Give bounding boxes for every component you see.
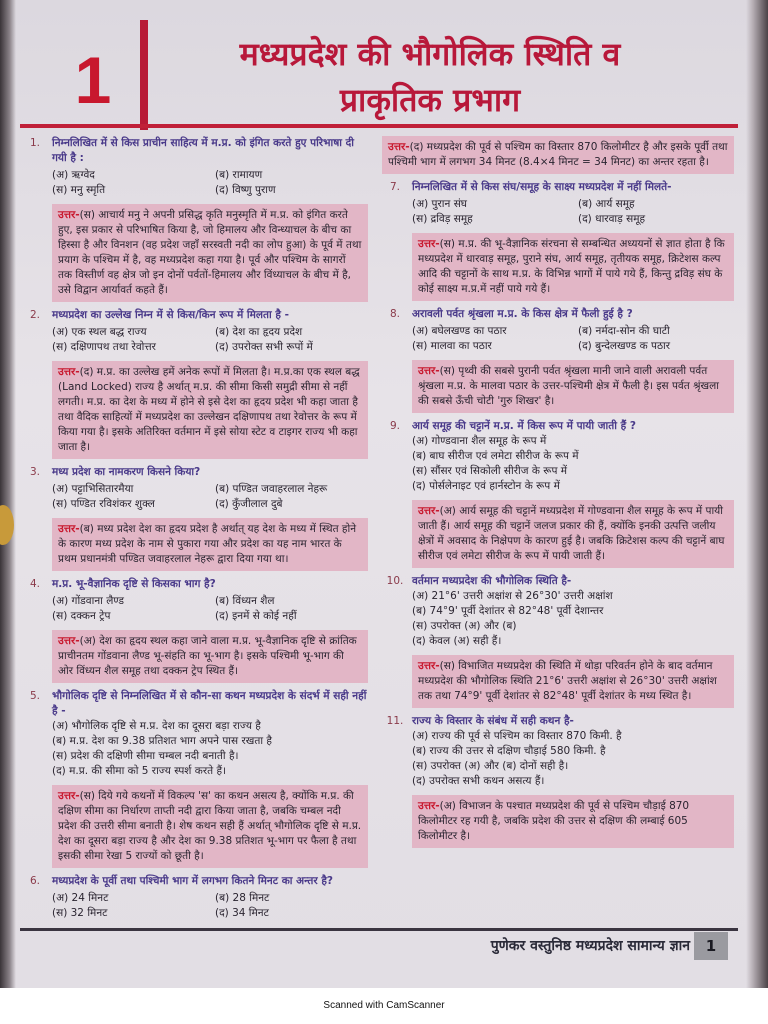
options [52,325,368,355]
question-block [382,307,734,413]
question-number: 3. [29,466,41,478]
option: (स) दक्षिणापथ तथा रेवोत्तर [52,341,156,353]
question-text: आर्य समूह की चट्टानें म.प्र. में किस रूप में पायी जाती हैं ? [412,420,636,432]
question-text: मध्यप्रदेश का उल्लेख निम्न में से किस/किन रूप में मिलता है - [52,309,289,321]
option: (अ) ऋग्वेद [52,169,95,181]
answer-box [52,785,368,868]
question-text: मध्य प्रदेश का नामकरण किसने किया? [52,466,201,478]
question-block [382,419,734,568]
option: (अ) 21°6' उत्तरी अक्षांश से 26°30' उत्तरी अक्षांश [412,590,613,602]
answer-text: (स) म.प्र. की भू-वैज्ञानिक संरचना से सम्बन्धित अध्ययनों से ज्ञात होता है कि मध्यप्रदेश में धारवाड़ समूह, पुराने संघ, आर्य समूह, तृतीयक समूह, क्रिटेशस कल्प आदि की चट्टानों के साथ म.प्र. के विभिन्न भागों में पाये गये हैं, किन्तु द्रविड़ संघ के कोई साक्ष्य म.प्र.में नहीं पाये गये हैं। [418,238,725,295]
option: (स) उपरोक्त (अ) और (ब) दोनों सही है। [412,760,569,772]
option: (स) मनु स्मृति [52,184,106,196]
title-rule [20,124,738,128]
answer-box [412,233,734,301]
option: (स) द्रविड़ समूह [412,213,473,225]
question-block [382,714,734,848]
options [412,729,734,789]
chapter-number: 1 [74,43,112,117]
question-number: 11. [386,715,404,727]
chapter-title-line1: मध्यप्रदेश की भौगोलिक स्थिति व [239,35,621,73]
option: (अ) 24 मिनट [52,892,109,904]
option: (स) दक्कन ट्रेप [52,610,111,622]
answer-text: (स) विभाजित मध्यप्रदेश की स्थिति में थोड़ा परिवर्तन होने के बाद वर्तमान मध्यप्रदेश की भौगोलिक स्थिति 21°6' उत्तरी अक्षांश से 26°30' उत्तरी अक्षांश तक तथा 74°9' पूर्वी देशांतर से 82°48' पूर्वी देशांतर के मध्य स्थित है। [418,660,717,702]
option: (स) पण्डित रविशंकर शुक्ल [52,498,155,510]
option: (द) धारवाड़ समूह [578,213,646,225]
answer-label: उत्तर- [388,141,410,153]
options [52,891,368,921]
right-column [382,130,734,848]
option: (अ) भौगोलिक दृष्टि से म.प्र. देश का दूसरा बड़ा राज्य है [52,720,261,732]
question-block [22,308,368,459]
option: (द) म.प्र. की सीमा को 5 राज्य स्पर्श करते हैं। [52,765,226,777]
option: (ब) बाघ सीरीज एवं लमेटा सीरीज के रूप में [412,450,579,462]
answer-text: (द) मध्यप्रदेश की पूर्व से पश्चिम का विस्तार 870 किलोमीटर है और इसके पूर्वी तथा पश्चिमी भाग में लगभग 34 मिनट (8.4×4 मिनट = 34 मिनट) का अन्तर रहता है। [388,141,728,168]
answer-text: (स) आचार्य मनु ने अपनी प्रसिद्ध कृति मनुस्मृति में म.प्र. को इंगित करते हुए, इस प्रकार से परिभाषित किया है, जो हिमालय और विन्ध्याचल के बीच का हिस्सा है और विनशन (वह प्रदेश जहाँ सरस्वती नदी का लोप हुआ) के पूर्व में तथा प्रयाग के पश्चिम में है, वह मध्यप्रदेश कहा गया है। पूर्व और पश्चिम के सागरों तक विस्तीर्ण वह क्षेत्र जो इन दोनों पर्वतों-हिमालय और विंध्याचल के बीच में है, उसे विद्वान आर्यावर्त कहते हैं। [58,209,362,296]
option: (ब) आर्य समूह [578,198,635,210]
answer-box [52,630,368,683]
answer-label: उत्तर- [58,790,80,802]
question-text: म.प्र. भू-वैज्ञानिक दृष्टि से किसका भाग है? [52,578,216,590]
answer-label: उत्तर- [58,523,80,535]
option: (द) उपरोक्त सभी रूपों में [215,341,313,353]
answer-box [412,655,734,708]
option: (ब) रामायण [215,169,263,181]
question-text: भौगोलिक दृष्टि से निम्नलिखित में से कौन-सा कथन मध्यप्रदेश के संदर्भ में सही नहीं है - [52,690,367,717]
answer-label: उत्तर- [58,635,80,647]
option: (अ) गोण्डवाना शैल समूह के रूप में [412,435,547,447]
question-number: 8. [389,308,401,320]
answer-text: (अ) विभाजन के पश्चात मध्यप्रदेश की पूर्व से पश्चिम चौड़ाई 870 किलोमीटर रह गयी है, जबकि प्रदेश की उत्तर से दक्षिण की लम्बाई 605 किलोमीटर है। [418,800,690,842]
question-number: 5. [29,690,41,702]
option: (ब) विंध्यन शैल [215,595,275,607]
option: (द) इनमें से कोई नहीं [215,610,297,622]
option: (ब) 28 मिनट [215,892,270,904]
question-text: मध्यप्रदेश के पूर्वी तथा पश्चिमी भाग में लगभग कितने मिनट का अन्तर है? [52,875,333,887]
answer-box [412,360,734,413]
question-text: निम्नलिखित में से किस प्राचीन साहित्य में म.प्र. को इंगित करते हुए परिभाषा दी गयी है : [52,137,354,164]
options [412,589,734,649]
options [52,594,368,624]
question-number: 2. [29,309,41,321]
answer-text: (द) म.प्र. का उल्लेख हमें अनेक रूपों में मिलता है। म.प्र.का एक स्थल बद्ध (Land Locked) राज्य है अर्थात् म.प्र. की सीमा किसी समुद्री सीमा से नहीं लगती। म.प्र. का देश के मध्य में होने से इसे देश का हृदय प्रदेश भी कहा जाता है तथा वैदिक साहित्यों में मध्यप्रदेश का उल्लेखन दक्षिणापथ तथा रेवोत्तर के रूप में किया गया है। इसके अतिरिक्त वर्तमान में इसे सोया स्टेट व टाइगर राज्य भी कहा जाता है। [58,366,360,453]
question-text: निम्नलिखित में से किस संघ/समूह के साक्ष्य मध्यप्रदेश में नहीं मिलते- [412,181,672,193]
option: (द) विष्णु पुराण [215,184,276,196]
option: (द) बुन्देलखण्ड क पठार [578,340,671,352]
option: (स) प्रदेश की दक्षिणी सीमा चम्बल नदी बनाती है। [52,750,239,762]
question-text: राज्य के विस्तार के संबंध में सही कथन है- [412,715,574,727]
answer-box [382,136,734,174]
answer-label: उत्तर- [58,209,80,221]
question-number: 9. [389,420,401,432]
answer-label: उत्तर- [418,365,440,377]
options [52,719,368,779]
option: (स) मालवा का पठार [412,340,492,352]
page-number: 1 [694,932,728,960]
option: (ब) नर्मदा-सोन की घाटी [578,325,670,337]
answer-label: उत्तर- [418,800,440,812]
question-number: 1. [29,137,41,149]
answer-box [52,518,368,571]
option: (ब) राज्य की उत्तर से दक्षिण चौड़ाई 580 किमी. है [412,745,606,757]
question-block [22,689,368,868]
option: (ब) 74°9' पूर्वी देशांतर से 82°48' पूर्वी देशान्तर [412,605,604,617]
answer-text: (ब) मध्य प्रदेश देश का हृदय प्रदेश है अर्थात् यह देश के मध्य में स्थित होने के कारण मध्य प्रदेश के नाम से पुकारा गया और प्रदेश का यह नाम भारत के प्रथम प्रधानमंत्री पण्डित जवाहरलाल नेहरू द्वारा दिया गया था। [58,523,357,565]
answer-box [412,795,734,848]
options [412,434,734,494]
option: (स) 32 मिनट [52,907,108,919]
option: (ब) पण्डित जवाहरलाल नेहरू [215,483,328,495]
answer-box [52,204,368,302]
option: (द) उपरोक्त सभी कथन असत्य हैं। [412,775,545,787]
option: (अ) बघेलखण्ड का पठार [412,325,507,337]
option: (द) 34 मिनट [215,907,269,919]
option: (द) पोर्सलेनाइट एवं हार्नस्टोन के रूप में [412,480,560,492]
footer-book-title: पुणेकर वस्तुनिष्ठ मध्यप्रदेश सामान्य ज्ञान [490,938,690,954]
answer-label: उत्तर- [418,660,440,672]
question-block [22,577,368,683]
chapter-title-line2: प्राकृतिक प्रभाग [339,81,521,119]
option: (स) उपरोक्त (अ) और (ब) [412,620,517,632]
question-number: 6. [29,875,41,887]
title-divider [140,20,148,130]
option: (अ) राज्य की पूर्व से पश्चिम का विस्तार 870 किमी. है [412,730,622,742]
answer-label: उत्तर- [418,505,440,517]
scan-watermark: Scanned with CamScanner [323,1000,445,1011]
options [412,197,734,227]
footer-rule [20,928,738,931]
options [52,482,368,512]
question-number: 7. [389,181,401,193]
answer-text: (स) दिये गये कथनों में विकल्प 'स' का कथन असत्य है, क्योंकि म.प्र. की दक्षिण सीमा का निर्धारण ताप्ती नदी द्वारा किया जाता है, जबकि चम्बल नदी प्रदेश की उत्तरी सीमा बनाती है। शेष कथन सही हैं अर्थात् भौगोलिक दृष्टि से म.प्र. देश का दूसरा बड़ा राज्य है और देश का 9.38 प्रतिशत भू-भाग पर फैला है तथा इसकी सीमा रेखा 5 राज्यों को छूती है। [58,790,362,862]
answer-box [412,500,734,568]
answer-label: उत्तर- [58,366,80,378]
options [412,324,734,354]
options [52,168,368,198]
option: (ब) देश का हृदय प्रदेश [215,326,303,338]
option: (अ) गोंडवाना लैण्ड [52,595,124,607]
page-edge-shadow [746,0,768,988]
option: (ब) म.प्र. देश का 9.38 प्रतिशत भाग अपने पास रखता है [52,735,272,747]
option: (स) सौंसर एवं सिकोली सीरीज के रूप में [412,465,568,477]
option: (द) केवल (अ) सही हैं। [412,635,502,647]
answer-text: (स) पृथ्वी की सबसे पुरानी पर्वत श्रृंखला मानी जाने वाली अरावली पर्वत श्रृंखला म.प्र. के मालवा पठार के उत्तर-पश्चिमी क्षेत्र में फैली है। इस पर्वत श्रृंखला की सबसे ऊँची चोटी 'गुरु शिखर' है। [418,365,719,407]
question-block [382,136,734,174]
question-number: 10. [386,575,404,587]
left-column [22,130,368,921]
answer-text: (अ) आर्य समूह की चट्टानें मध्यप्रदेश में गोण्डवाना शैल समूह के रूप में पायी जाती हैं। आर्य समूह की चट्टानें जलज प्रकार की हैं, क्योंकि इनकी उत्पत्ति जलीय क्षेत्रों में अवसाद के निक्षेपण के कारण हुई है। जबकि क्रिटेशस कल्प की चट्टानें बाघ सीरीज एवं लमेटा सीरीज के रूप में पायी जाती हैं। [418,505,725,562]
question-text: वर्तमान मध्यप्रदेश की भौगोलिक स्थिति है- [412,575,572,587]
answer-box [52,361,368,459]
question-block [22,136,368,302]
question-block [382,180,734,301]
question-text: अरावली पर्वत श्रृंखला म.प्र. के किस क्षेत्र में फैली हुई है ? [412,308,633,320]
option: (अ) पुरान संघ [412,198,467,210]
option: (अ) एक स्थल बद्ध राज्य [52,326,147,338]
question-block [22,465,368,571]
option: (द) कुँजीलाल दुबे [215,498,283,510]
question-block [382,574,734,708]
page-binding-shadow [0,0,16,988]
option: (अ) पट्टाभिसितारमैया [52,483,134,495]
answer-label: उत्तर- [418,238,440,250]
answer-text: (अ) देश का हृदय स्थल कहा जाने वाला म.प्र. भू-वैज्ञानिक दृष्टि से क्रांतिक प्राचीनतम गोंडवाना लैण्ड भू-संहति का भू-भाग है। इसके पश्चिमी भू-भाग की ओर विंध्यन शैल समूह तथा दक्कन ट्रेप स्थित हैं। [58,635,357,677]
question-block [22,874,368,921]
question-number: 4. [29,578,41,590]
